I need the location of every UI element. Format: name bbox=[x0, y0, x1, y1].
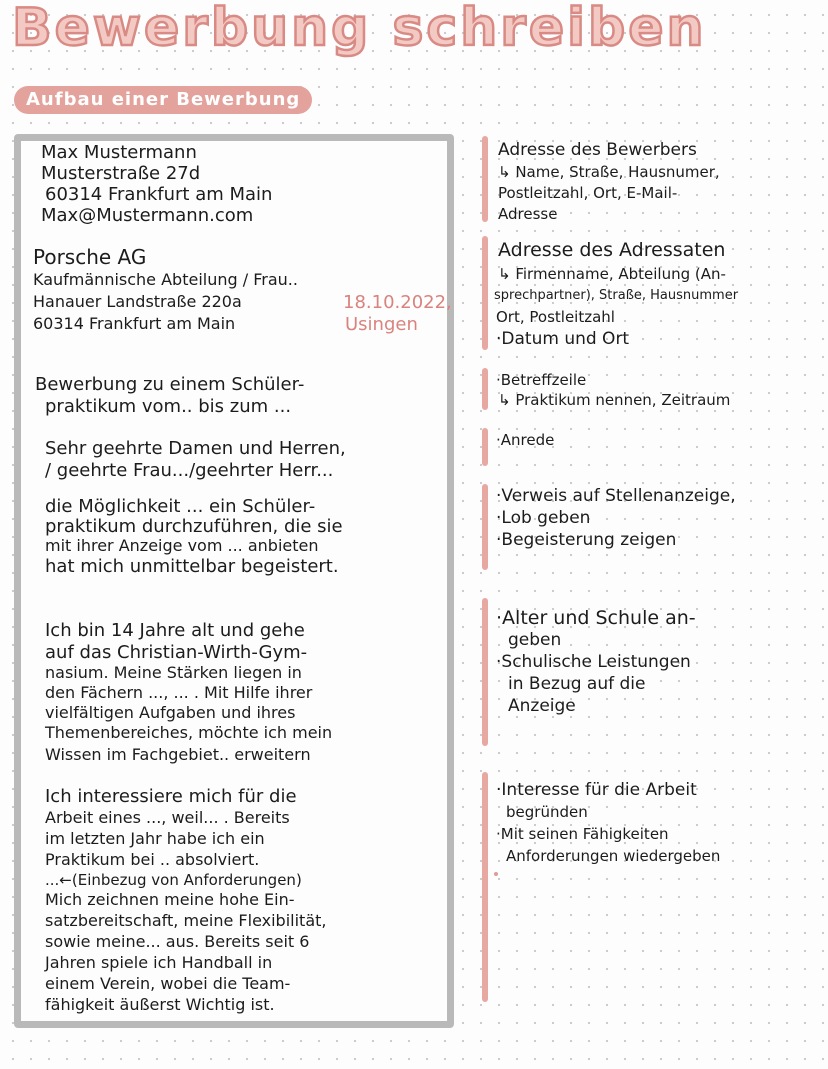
about-line: Ich bin 14 Jahre alt und gehe bbox=[45, 620, 305, 641]
subject-line-1: Bewerbung zu einem Schüler- bbox=[35, 374, 305, 395]
salutation-line-1: Sehr geehrte Damen und Herren, bbox=[45, 438, 346, 459]
letter-date: 18.10.2022, bbox=[343, 292, 452, 313]
interest-line: im letzten Jahr habe ich ein bbox=[45, 829, 265, 848]
recipient-company: Porsche AG bbox=[33, 245, 147, 269]
interest-line: ...←(Einbezug von Anforderungen) bbox=[45, 871, 302, 889]
salutation-line-2: / geehrte Frau.../geehrter Herr... bbox=[45, 460, 334, 481]
interest-line: Jahren spiele ich Handball in bbox=[45, 953, 273, 972]
interest-line: sowie meine... aus. Bereits seit 6 bbox=[45, 932, 310, 951]
note-line: ·Verweis auf Stellenanzeige, bbox=[496, 486, 736, 506]
note-line: ·Interesse für die Arbeit bbox=[496, 780, 697, 800]
recipient-street: Hanauer Landstraße 220a bbox=[33, 292, 242, 311]
note-line: ·Alter und Schule an- bbox=[496, 607, 696, 629]
note-divider bbox=[482, 136, 488, 222]
interest-line: fähigkeit äußerst Wichtig ist. bbox=[45, 995, 275, 1014]
letter-frame bbox=[14, 134, 454, 1028]
note-heading: Adresse des Adressaten bbox=[498, 239, 726, 261]
intro-line: mit ihrer Anzeige vom ... anbieten bbox=[45, 536, 319, 555]
note-divider bbox=[482, 598, 488, 746]
interest-line: Mich zeichnen meine hohe Ein- bbox=[45, 890, 295, 909]
note-line: ·Begeisterung zeigen bbox=[496, 530, 677, 550]
page-title: Bewerbung schreiben bbox=[12, 0, 707, 58]
recipient-department: Kaufmännische Abteilung / Frau.. bbox=[33, 270, 298, 289]
intro-line: praktikum durchzuführen, die sie bbox=[45, 516, 343, 537]
letter-place: Usingen bbox=[345, 314, 418, 335]
note-line: Postleitzahl, Ort, E-Mail- bbox=[498, 184, 678, 202]
note-line: ·Datum und Ort bbox=[496, 329, 630, 349]
note-divider bbox=[482, 236, 488, 350]
sender-city: 60314 Frankfurt am Main bbox=[45, 184, 273, 205]
sender-name: Max Mustermann bbox=[41, 142, 197, 163]
about-line: Themenbereiches, möchte ich mein bbox=[45, 723, 333, 742]
about-line: Wissen im Fachgebiet.. erweitern bbox=[45, 745, 311, 764]
note-line: ↳ Praktikum nennen, Zeitraum bbox=[498, 391, 731, 409]
note-heading: ·Betreffzeile bbox=[496, 371, 587, 389]
note-line: sprechpartner), Straße, Hausnummer bbox=[494, 288, 739, 303]
subtitle-badge: Aufbau einer Bewerbung bbox=[14, 86, 312, 114]
note-line: ·Schulische Leistungen bbox=[496, 652, 691, 672]
sender-street: Musterstraße 27d bbox=[41, 163, 201, 184]
interest-line: Praktikum bei .. absolviert. bbox=[45, 850, 260, 869]
note-heading: ·Anrede bbox=[496, 431, 555, 449]
intro-line: die Möglichkeit ... ein Schüler- bbox=[45, 496, 316, 517]
note-line: begründen bbox=[506, 803, 588, 821]
note-divider bbox=[482, 772, 488, 1002]
recipient-city: 60314 Frankfurt am Main bbox=[33, 314, 236, 333]
note-divider bbox=[482, 428, 488, 466]
note-line: Anforderungen wiedergeben bbox=[506, 847, 721, 865]
note-divider bbox=[482, 368, 488, 410]
interest-line: Ich interessiere mich für die bbox=[45, 786, 297, 807]
interest-line: einem Verein, wobei die Team- bbox=[45, 974, 291, 993]
about-line: nasium. Meine Stärken liegen in bbox=[45, 663, 302, 682]
interest-line: Arbeit eines ..., weil... . Bereits bbox=[45, 808, 290, 827]
note-divider bbox=[482, 484, 488, 570]
note-line: geben bbox=[508, 630, 562, 650]
note-line: ·Lob geben bbox=[496, 508, 591, 528]
note-line: ↳ Firmenname, Abteilung (An- bbox=[498, 265, 726, 283]
note-line: Anzeige bbox=[508, 696, 576, 716]
intro-line: hat mich unmittelbar begeistert. bbox=[45, 556, 339, 577]
note-line: Adresse bbox=[498, 205, 558, 223]
sender-email: Max@Mustermann.com bbox=[41, 205, 254, 226]
about-line: auf das Christian-Wirth-Gym- bbox=[45, 642, 308, 663]
note-line: Ort, Postleitzahl bbox=[496, 308, 615, 326]
note-heading: Adresse des Bewerbers bbox=[498, 140, 697, 160]
about-line: vielfältigen Aufgaben und ihres bbox=[45, 703, 296, 722]
note-line: ↳ Name, Straße, Hausnumer, bbox=[498, 163, 720, 181]
note-line: ·Mit seinen Fähigkeiten bbox=[496, 825, 669, 843]
interest-line: satzbereitschaft, meine Flexibilität, bbox=[45, 911, 327, 930]
about-line: den Fächern ..., ... . Mit Hilfe ihrer bbox=[45, 683, 313, 702]
bullet-dot bbox=[494, 872, 498, 876]
note-line: in Bezug auf die bbox=[508, 674, 646, 694]
subject-line-2: praktikum vom.. bis zum ... bbox=[45, 396, 292, 417]
